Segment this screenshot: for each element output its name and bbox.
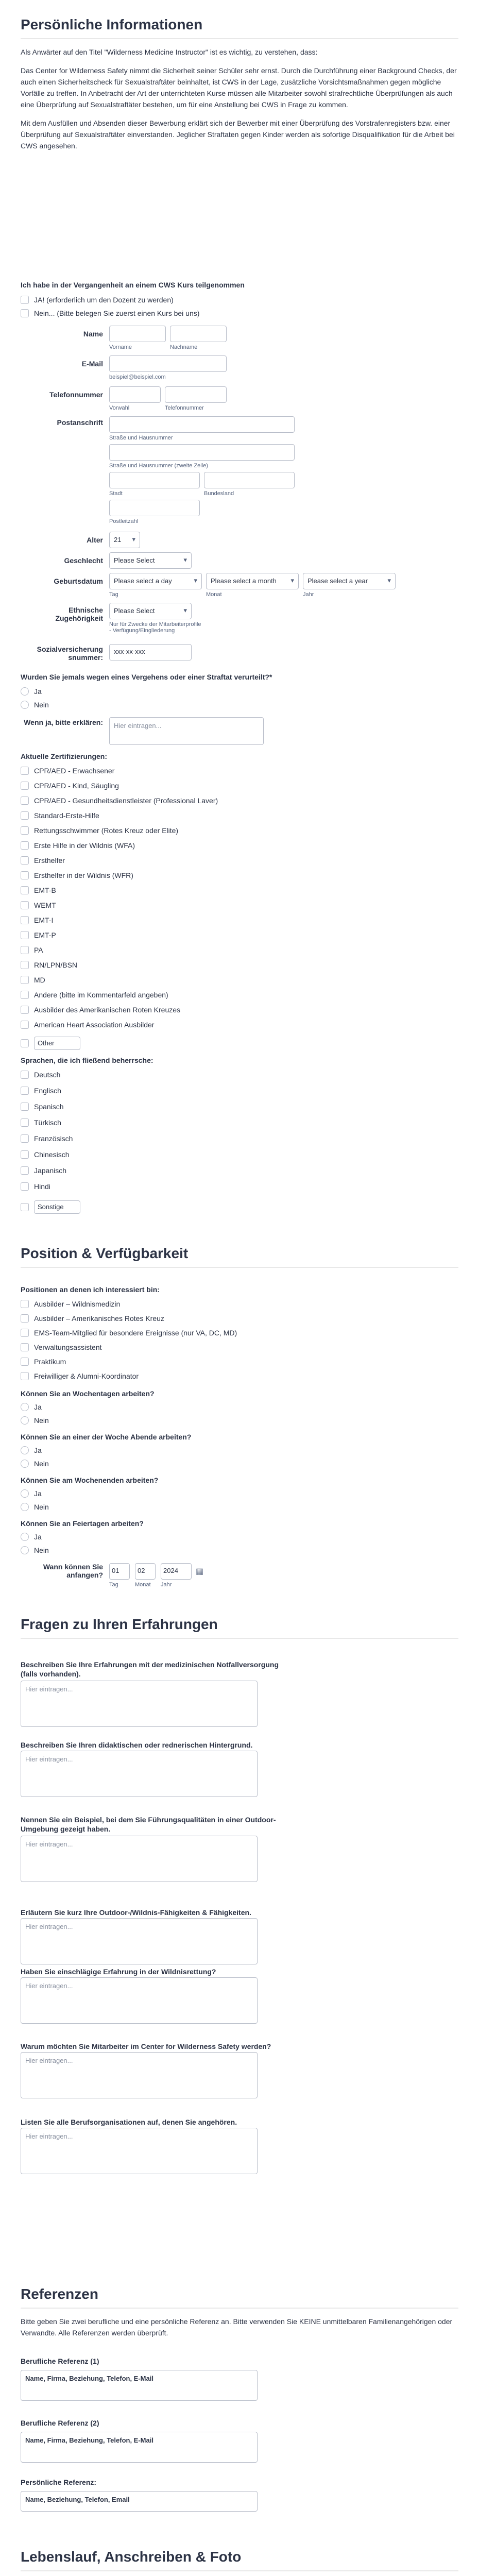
answer-textarea[interactable]: Hier eintragen... [21, 1751, 258, 1797]
cert-cb[interactable] [21, 991, 29, 999]
cert-row [21, 796, 218, 805]
ref1-label: Berufliche Referenz (1) [21, 2357, 99, 2365]
cert-cb[interactable] [21, 871, 29, 879]
intro-text: Mit dem Ausfüllen und Absenden dieser Bewerbung erklärt sich der Bewerber mit einer Überprüfung des Vorstrafenregisters bzw. einer Überprüfung auf Sexualstraftäter einverstanden. Jeglicher Straftaten gegen Kinder werden als sofortige Disqualifikation für die Arbeit bei CWS angesehen. [21, 119, 455, 150]
position-label: Praktikum [34, 1358, 66, 1366]
evening-question: Können Sie an einer der Woche Abende arbeiten? [21, 1433, 192, 1441]
position-row [21, 1314, 164, 1323]
ref2-textarea[interactable]: Name, Firma, Beziehung, Telefon, E-Mail [21, 2432, 258, 2463]
ref3-textarea[interactable]: Name, Beziehung, Telefon, Email [21, 2491, 258, 2512]
field-hint: Tag [109, 1582, 118, 1588]
answer-textarea[interactable]: Hier eintragen... [21, 2052, 258, 2098]
question-label: Haben Sie einschlägige Erfahrung in der Wildnisrettung? [21, 1968, 216, 1976]
lang-label: Türkisch [34, 1118, 61, 1127]
street2-input[interactable] [109, 444, 295, 461]
option-label: Nein [34, 1546, 49, 1554]
field-hint: Tag [109, 591, 118, 598]
personal-section [0, 10, 479, 151]
option-label: Ja [34, 687, 42, 696]
cert-label: Erste Hilfe in der Wildnis (WFA) [34, 841, 135, 850]
prev-course-label: Ich habe in der Vergangenheit an einem CWS Kurs teilgenommen [21, 281, 245, 289]
weekend-no-radio[interactable] [21, 1503, 29, 1511]
lang-cb[interactable] [21, 1071, 29, 1079]
gender-label: Geschlecht [64, 556, 103, 565]
position-cb[interactable] [21, 1358, 29, 1366]
cert-cb[interactable] [21, 976, 29, 984]
field-hint: Telefonnummer [165, 405, 204, 411]
position-cb[interactable] [21, 1314, 29, 1323]
intro-text: Das Center for Wilderness Safety nimmt die Sicherheit seiner Schüler sehr ernst. Durch die Durchführung einer Background Checks, der auch einen Sicherheitscheck für Sexualstraftäter beinhaltet, ist CWS in der Lage, zusätzliche Vorsichtsmaßnahmen gegen mögliche Vorfälle zu treffen. In Anbetracht der Art der unterrichteten Kurse müssen alle Mitarbeiter sowohl strafrechtliche Überprüfungen als auch eine Überprüfung auf Sexualstraftäter bestehen, um für eine Anstellung bei CWS in Frage zu kommen. [21, 66, 457, 109]
question-label: Beschreiben Sie Ihren didaktischen oder rednerischen Hintergrund. [21, 1741, 253, 1749]
experience-section [0, 1610, 479, 1639]
refs-intro: Bitte geben Sie zwei berufliche und eine persönliche Referenz an. Bitte verwenden Sie KEINE unmittelbaren Familienangehörigen oder Verwandte. Alle Referenzen werden überprüft. [21, 2317, 453, 2337]
cert-row [21, 976, 45, 984]
option-label: JA! (erforderlich um den Dozent zu werden) [34, 296, 174, 304]
lang-cb[interactable] [21, 1134, 29, 1143]
crime-no-radio[interactable] [21, 701, 29, 709]
option-label: Nein [34, 701, 49, 709]
cert-cb[interactable] [21, 841, 29, 850]
field-hint: Postleitzahl [109, 518, 139, 524]
cert-other-input[interactable]: Other [34, 1037, 80, 1050]
gender-select[interactable]: Please Select ▾ [109, 552, 192, 569]
field-hint: Monat [206, 591, 222, 598]
lang-other-checkbox[interactable] [21, 1203, 29, 1211]
lang-cb[interactable] [21, 1118, 29, 1127]
holiday-yes-radio[interactable] [21, 1533, 29, 1541]
field-hint: beispiel@beispiel.com [109, 374, 166, 380]
cert-cb[interactable] [21, 782, 29, 790]
divider [21, 1638, 458, 1639]
cert-row [21, 826, 178, 835]
position-row [21, 1343, 102, 1351]
cert-row [21, 991, 168, 999]
ethnicity-select[interactable]: Please Select ▾ [109, 603, 192, 619]
languages-label: Sprachen, die ich fließend beherrsche: [21, 1056, 153, 1064]
field-hint: Nachname [170, 344, 198, 350]
option-label: Nein... (Bitte belegen Sie zuerst einen Kurs bei uns) [34, 309, 200, 317]
zip-input[interactable] [109, 500, 200, 516]
section-title: Fragen zu Ihren Erfahrungen [21, 1616, 218, 1632]
cert-cb[interactable] [21, 946, 29, 954]
cert-cb[interactable] [21, 931, 29, 939]
field-hint: Straße und Hausnummer (zweite Zeile) [109, 463, 208, 469]
lang-row [21, 1150, 69, 1159]
cert-row [21, 961, 77, 969]
birthdate-label: Geburtsdatum [54, 577, 103, 585]
cert-row [21, 811, 99, 820]
cert-row [21, 856, 65, 865]
email-label: E-Mail [81, 360, 103, 368]
lang-row [21, 1103, 64, 1111]
start-day-input[interactable]: 02 [135, 1563, 156, 1580]
explain-label: Wenn ja, bitte erklären: [24, 718, 103, 726]
option-label: Ja [34, 1489, 42, 1498]
references-section [0, 2280, 479, 2338]
cert-cb[interactable] [21, 1021, 29, 1029]
weekend-question: Können Sie am Wochenenden arbeiten? [21, 1476, 159, 1484]
cert-label: Rettungsschwimmer (Rotes Kreuz oder Elite) [34, 826, 179, 835]
field-hint: Jahr [303, 591, 314, 598]
holiday-no-radio[interactable] [21, 1546, 29, 1554]
option-label: Nein [34, 1416, 49, 1425]
address-label: Postanschrift [57, 418, 103, 427]
cert-cb[interactable] [21, 796, 29, 805]
ref1-textarea[interactable]: Name, Firma, Beziehung, Telefon, E-Mail [21, 2370, 258, 2401]
lang-label: Englisch [34, 1087, 61, 1095]
cert-label: CPR/AED - Gesundheitsdienstleister (Professional Laver) [34, 796, 218, 805]
position-row [21, 1372, 139, 1380]
crime-question: Wurden Sie jemals wegen eines Vergehens oder einer Straftat verurteilt?* [21, 673, 272, 681]
lang-other-input[interactable]: Sonstige [34, 1200, 80, 1214]
cert-cb[interactable] [21, 826, 29, 835]
birth-day-select[interactable]: Please select a day ▾ [109, 573, 202, 589]
lang-cb[interactable] [21, 1182, 29, 1191]
ref2-label: Berufliche Referenz (2) [21, 2419, 99, 2427]
divider [21, 1267, 458, 1268]
lang-row [21, 1118, 61, 1127]
field-hint: Stadt [109, 490, 123, 497]
cert-label: PA [34, 946, 43, 954]
cert-cb[interactable] [21, 901, 29, 909]
first-name-input[interactable] [109, 326, 166, 342]
cert-label: EMT-I [34, 916, 54, 924]
evening-no-radio[interactable] [21, 1460, 29, 1468]
field-hint: Monat [135, 1582, 151, 1588]
holiday-question: Können Sie an Feiertagen arbeiten? [21, 1519, 144, 1528]
option-label: Nein [34, 1460, 49, 1468]
weekday-yes-radio[interactable] [21, 1403, 29, 1411]
cert-label: Ersthelfer in der Wildnis (WFR) [34, 871, 133, 879]
section-title: Referenzen [21, 2286, 98, 2302]
field-hint: Jahr [161, 1582, 172, 1588]
start-year-input[interactable]: 2024 [161, 1563, 192, 1580]
weekday-no-radio[interactable] [21, 1416, 29, 1425]
position-cb[interactable] [21, 1372, 29, 1380]
lang-cb[interactable] [21, 1087, 29, 1095]
cert-row [21, 841, 135, 850]
certifications-label: Aktuelle Zertifizierungen: [21, 752, 108, 760]
cert-label: Standard-Erste-Hilfe [34, 811, 99, 820]
answer-textarea[interactable]: Hier eintragen... [21, 1681, 258, 1727]
cert-label: Andere (bitte im Kommentarfeld angeben) [34, 991, 168, 999]
cert-row [21, 1021, 154, 1029]
intro-text: Als Anwärter auf den Titel "Wilderness Medicine Instructor" ist es wichtig, zu verstehen, dass: [21, 48, 318, 56]
lang-cb[interactable] [21, 1150, 29, 1159]
lang-label: Spanisch [34, 1103, 64, 1111]
street-input[interactable] [109, 416, 295, 433]
area-code-input[interactable] [109, 386, 161, 403]
section-title: Position & Verfügbarkeit [21, 1245, 189, 1261]
lang-row [21, 1071, 60, 1079]
divider [21, 2308, 458, 2309]
section-title: Lebenslauf, Anschreiben & Foto [21, 2549, 242, 2565]
field-hint: Vorwahl [109, 405, 130, 411]
prev-no-checkbox[interactable] [21, 309, 29, 317]
cert-label: RN/LPN/BSN [34, 961, 78, 969]
cert-cb[interactable] [21, 961, 29, 969]
question-label: Erläutern Sie kurz Ihre Outdoor-/Wildnis-Fähigkeiten & Fähigkeiten. [21, 1908, 251, 1917]
cert-cb[interactable] [21, 916, 29, 924]
cert-label: Ausbilder des Amerikanischen Roten Kreuzes [34, 1006, 181, 1014]
position-label: EMS-Team-Mitglied für besondere Ereignisse (nur VA, DC, MD) [34, 1329, 237, 1337]
option-label: Ja [34, 1403, 42, 1411]
field-hint: Vorname [109, 344, 132, 350]
position-cb[interactable] [21, 1329, 29, 1337]
name-label: Name [83, 330, 103, 338]
cert-cb[interactable] [21, 886, 29, 894]
weekend-yes-radio[interactable] [21, 1489, 29, 1498]
birth-month-select[interactable]: Please select a month ▾ [206, 573, 299, 589]
crime-yes-radio[interactable] [21, 687, 29, 696]
age-label: Alter [87, 536, 103, 544]
divider [21, 2570, 458, 2571]
start-month-input[interactable]: 01 [109, 1563, 130, 1580]
state-input[interactable] [204, 472, 295, 488]
lang-row [21, 1166, 66, 1175]
lang-row [21, 1134, 73, 1143]
cert-row [21, 886, 56, 894]
ssn-input[interactable]: xxx-xx-xxx [109, 644, 192, 660]
cert-label: Ersthelfer [34, 856, 65, 865]
answer-textarea[interactable]: Hier eintragen... [21, 1918, 258, 1964]
cert-row [21, 782, 119, 790]
position-row [21, 1358, 66, 1366]
cert-row [21, 931, 56, 939]
ssn-label: Sozialversicherung snummer: [37, 645, 103, 662]
cert-cb[interactable] [21, 856, 29, 865]
position-cb[interactable] [21, 1343, 29, 1351]
lang-label: Französisch [34, 1134, 73, 1143]
cert-label: EMT-B [34, 886, 56, 894]
cert-label: MD [34, 976, 45, 984]
age-select[interactable]: 21 ▾ [109, 532, 140, 548]
phone-label: Telefonnummer [49, 391, 103, 399]
ref3-label: Persönliche Referenz: [21, 2478, 97, 2486]
interest-label: Positionen an denen ich interessiert bin: [21, 1285, 160, 1294]
city-input[interactable] [109, 472, 200, 488]
lang-row [21, 1182, 50, 1191]
lang-cb[interactable] [21, 1103, 29, 1111]
option-label: Nein [34, 1503, 49, 1511]
lang-cb[interactable] [21, 1166, 29, 1175]
question-label: Warum möchten Sie Mitarbeiter im Center for Wilderness Safety werden? [21, 2042, 271, 2050]
option-label: Ja [34, 1446, 42, 1454]
phone-number-input[interactable] [165, 386, 227, 403]
position-label: Ausbilder – Amerikanisches Rotes Kreuz [34, 1314, 164, 1323]
cert-label: EMT-P [34, 931, 56, 939]
answer-textarea[interactable]: Hier eintragen... [21, 1977, 258, 2024]
cert-label: CPR/AED - Erwachsener [34, 767, 115, 775]
cert-row [21, 871, 133, 879]
lang-label: Chinesisch [34, 1150, 70, 1159]
cert-label: American Heart Association Ausbilder [34, 1021, 155, 1029]
question-label: Listen Sie alle Berufsorganisationen auf, denen Sie angehören. [21, 2118, 237, 2126]
evening-yes-radio[interactable] [21, 1446, 29, 1454]
birth-year-select[interactable]: Please select a year ▾ [303, 573, 396, 589]
cert-label: WEMT [34, 901, 56, 909]
question-label: Beschreiben Sie Ihre Erfahrungen mit der medizinischen Notfallversorgung (falls vorhanden). [21, 1660, 279, 1678]
explain-textarea[interactable]: Hier eintragen... [109, 717, 264, 745]
prev-yes-checkbox[interactable] [21, 296, 29, 304]
question-label: Nennen Sie ein Beispiel, bei dem Sie Führungsqualitäten in einer Outdoor-Umgebung gezeigt haben. [21, 1816, 276, 1833]
cert-row [21, 916, 53, 924]
section-title: Persönliche Informationen [21, 16, 203, 32]
divider [21, 38, 458, 39]
position-label: Ausbilder – Wildnismedizin [34, 1300, 121, 1308]
position-label: Freiwilliger & Alumni-Koordinator [34, 1372, 139, 1380]
email-input[interactable] [109, 355, 227, 372]
cert-cb[interactable] [21, 1006, 29, 1014]
field-hint: Straße und Hausnummer [109, 435, 173, 441]
weekday-question: Können Sie an Wochentagen arbeiten? [21, 1389, 155, 1398]
lang-label: Deutsch [34, 1071, 61, 1079]
cert-row [21, 767, 114, 775]
cert-label: CPR/AED - Kind, Säugling [34, 782, 119, 790]
last-name-input[interactable] [170, 326, 227, 342]
cert-row [21, 946, 43, 954]
ethnicity-label: Ethnische Zugehörigkeit [55, 606, 103, 622]
calendar-icon[interactable]: ▦ [196, 1567, 204, 1576]
position-row [21, 1329, 237, 1337]
cert-cb[interactable] [21, 767, 29, 775]
lang-label: Hindi [34, 1182, 50, 1191]
cert-cb[interactable] [21, 811, 29, 820]
cert-row [21, 901, 56, 909]
position-cb[interactable] [21, 1300, 29, 1308]
lang-row [21, 1087, 61, 1095]
field-hint: Bundesland [204, 490, 234, 497]
lang-label: Japanisch [34, 1166, 67, 1175]
answer-textarea[interactable]: Hier eintragen... [21, 2128, 258, 2174]
start-label: Wann können Sie anfangen? [43, 1563, 103, 1579]
option-label: Ja [34, 1533, 42, 1541]
field-hint: Nur für Zwecke der Mitarbeiterprofile - Verfügung/Eingliederung [109, 621, 201, 634]
cv-section [0, 2543, 479, 2571]
position-label: Verwaltungsassistent [34, 1343, 102, 1351]
answer-textarea[interactable]: Hier eintragen... [21, 1836, 258, 1882]
position-section [0, 1239, 479, 1268]
cert-other-checkbox[interactable] [21, 1039, 29, 1047]
position-row [21, 1300, 120, 1308]
cert-row [21, 1006, 180, 1014]
